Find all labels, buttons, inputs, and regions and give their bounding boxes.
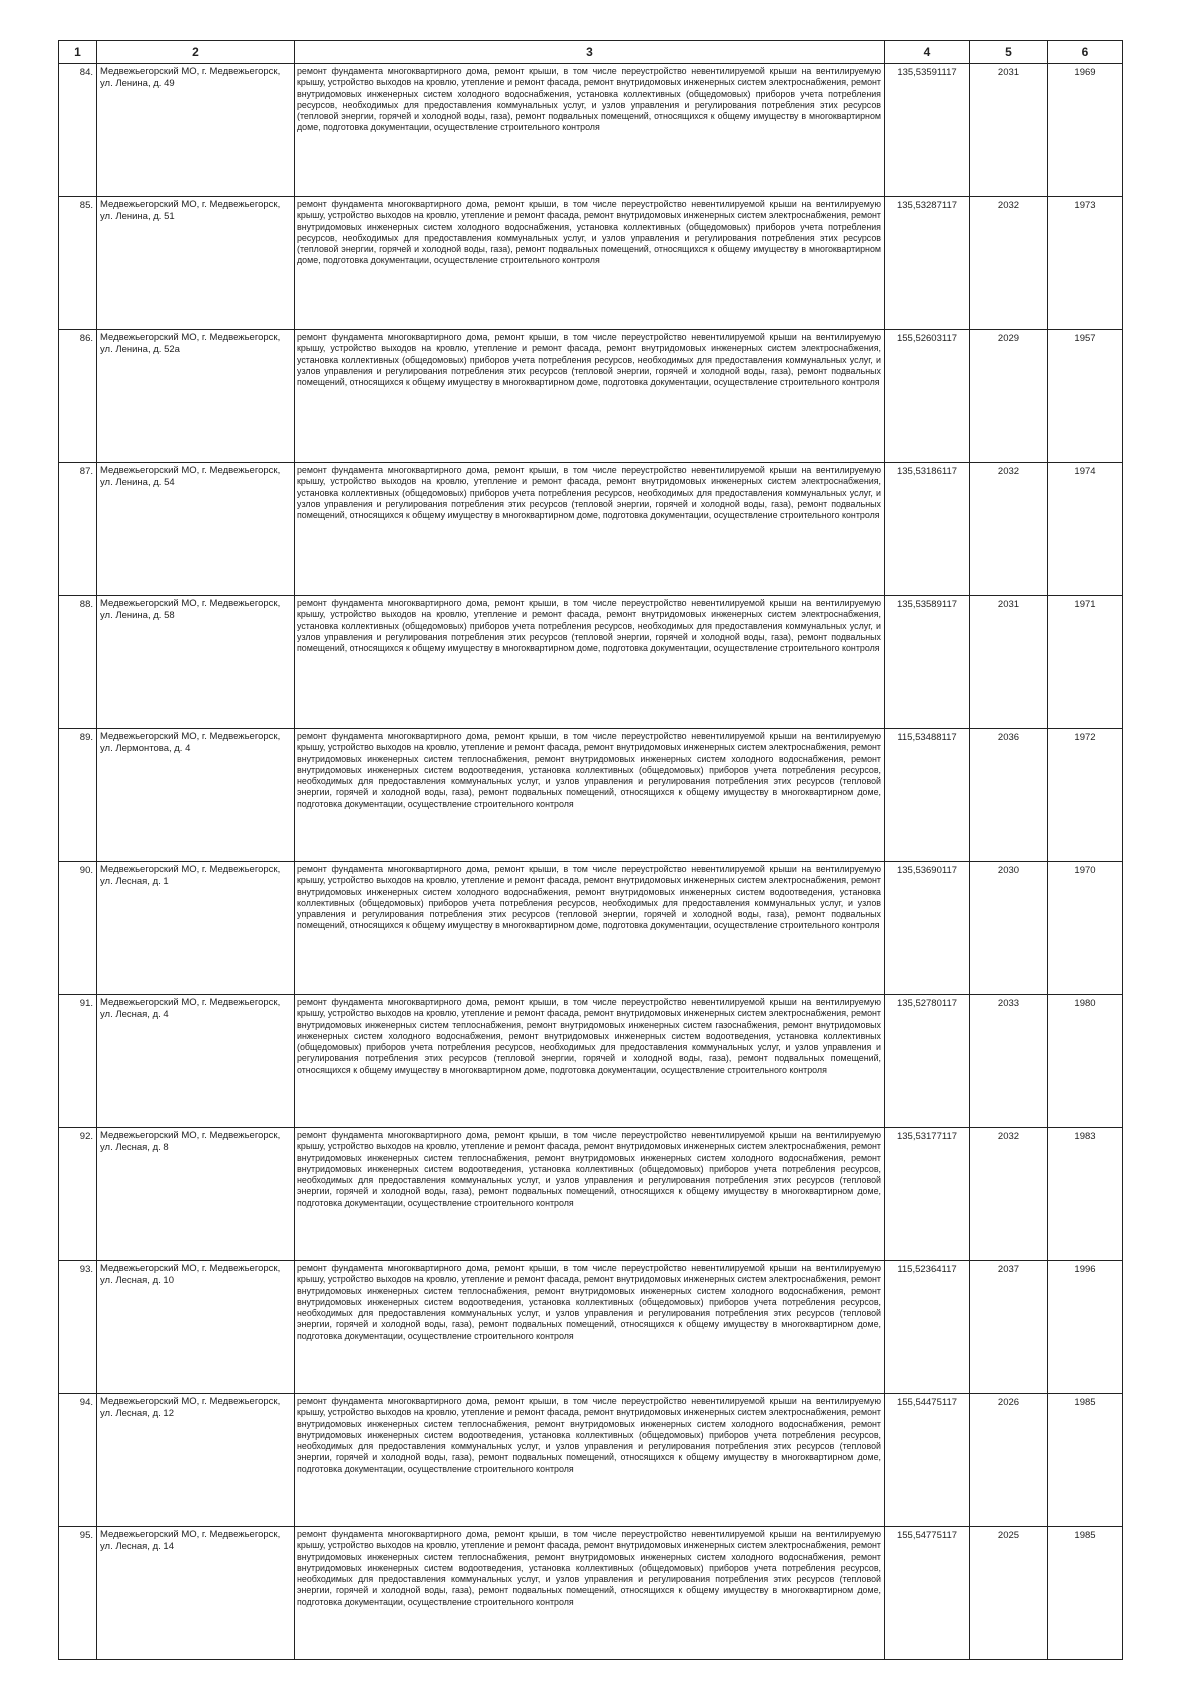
repair-works-list: ремонт фундамента многоквартирного дома, ремонт крыши, в том числе переустройство невентилируемой крыши на вентилируемую крышу, устройство выходов на кровлю, утепление и ремонт фасада, ремонт внутридомовых инженерных систем электроснабжения, ремонт внутридомовых инженерных систем холодного водоснабжения, установка коллективных (общедомовых) приборов учета потребления ресурсов, необходимых для предоставления коммунальных услуг, и узлов управления и регулирования потребления этих ресурсов (тепловой энергии, горячей и холодной воды, газа), ремонт подвальных помещений, относящихся к общему имуществу в многоквартирном доме, подготовка документации, осуществление строительного контроля [295,64,885,197]
table-row [59,1128,1123,1261]
planned-year: 2030 [970,862,1048,995]
table-row [59,64,1123,197]
table-body [59,64,1123,1660]
repair-works-list: ремонт фундамента многоквартирного дома, ремонт крыши, в том числе переустройство невентилируемой крыши на вентилируемую крышу, устройство выходов на кровлю, утепление и ремонт фасада, ремонт внутридомовых инженерных систем электроснабжения, установка коллективных (общедомовых) приборов учета потребления ресурсов, необходимых для предоставления коммунальных услуг, и узлов управления и регулирования потребления этих ресурсов (тепловой энергии, горячей и холодной воды, газа), ремонт подвальных помещений, относящихся к общему имуществу в многоквартирном доме, подготовка документации, осуществление строительного контроля [295,330,885,463]
table-row [59,1261,1123,1394]
repair-works-list: ремонт фундамента многоквартирного дома, ремонт крыши, в том числе переустройство невентилируемой крыши на вентилируемую крышу, устройство выходов на кровлю, утепление и ремонт фасада, ремонт внутридомовых инженерных систем электроснабжения, ремонт внутридомовых инженерных систем холодного водоснабжения, установка коллективных (общедомовых) приборов учета потребления ресурсов, необходимых для предоставления коммунальных услуг, и узлов управления и регулирования потребления этих ресурсов (тепловой энергии, горячей и холодной воды, газа), ремонт подвальных помещений, относящихся к общему имуществу в многоквартирном доме, подготовка документации, осуществление строительного контроля [295,197,885,330]
building-address: Медвежьегорский МО, г. Медвежьегорск, ул. Лермонтова, д. 4 [97,729,295,862]
cost-value: 135,52780117 [885,995,970,1128]
cost-value: 135,53287117 [885,197,970,330]
table-row [59,463,1123,596]
construction-year: 1985 [1048,1394,1123,1527]
table-row [59,1527,1123,1660]
construction-year: 1985 [1048,1527,1123,1660]
construction-year: 1983 [1048,1128,1123,1261]
column-header-5: 5 [970,41,1048,64]
construction-year: 1970 [1048,862,1123,995]
row-number: 91. [59,995,97,1128]
column-header-2: 2 [97,41,295,64]
construction-year: 1973 [1048,197,1123,330]
row-number: 89. [59,729,97,862]
planned-year: 2032 [970,197,1048,330]
construction-year: 1957 [1048,330,1123,463]
cost-value: 155,54775117 [885,1527,970,1660]
cost-value: 155,52603117 [885,330,970,463]
cost-value: 135,53589117 [885,596,970,729]
building-address: Медвежьегорский МО, г. Медвежьегорск, ул. Лесная, д. 8 [97,1128,295,1261]
planned-year: 2036 [970,729,1048,862]
row-number: 84. [59,64,97,197]
repair-program-table [58,40,1123,1660]
row-number: 95. [59,1527,97,1660]
cost-value: 135,53177117 [885,1128,970,1261]
cost-value: 135,53186117 [885,463,970,596]
row-number: 92. [59,1128,97,1261]
building-address: Медвежьегорский МО, г. Медвежьегорск, ул. Лесная, д. 1 [97,862,295,995]
column-number-row [59,41,1123,64]
row-number: 87. [59,463,97,596]
repair-works-list: ремонт фундамента многоквартирного дома, ремонт крыши, в том числе переустройство невентилируемой крыши на вентилируемую крышу, устройство выходов на кровлю, утепление и ремонт фасада, ремонт внутридомовых инженерных систем электроснабжения, ремонт внутридомовых инженерных систем теплоснабжения, ремонт внутридомовых инженерных систем холодного водоснабжения, ремонт внутридомовых инженерных систем водоотведения, установка коллективных (общедомовых) приборов учета потребления ресурсов, необходимых для предоставления коммунальных услуг, и узлов управления и регулирования потребления этих ресурсов (тепловой энергии, горячей и холодной воды, газа), ремонт подвальных помещений, относящихся к общему имуществу в многоквартирном доме, подготовка документации, осуществление строительного контроля [295,1128,885,1261]
cost-value: 115,52364117 [885,1261,970,1394]
planned-year: 2033 [970,995,1048,1128]
building-address: Медвежьегорский МО, г. Медвежьегорск, ул. Ленина, д. 52а [97,330,295,463]
cost-value: 135,53591117 [885,64,970,197]
planned-year: 2025 [970,1527,1048,1660]
planned-year: 2031 [970,64,1048,197]
building-address: Медвежьегорский МО, г. Медвежьегорск, ул. Лесная, д. 10 [97,1261,295,1394]
table-row [59,596,1123,729]
construction-year: 1972 [1048,729,1123,862]
building-address: Медвежьегорский МО, г. Медвежьегорск, ул. Ленина, д. 51 [97,197,295,330]
table-row [59,197,1123,330]
column-header-4: 4 [885,41,970,64]
table-row [59,729,1123,862]
table-row [59,862,1123,995]
table-row [59,995,1123,1128]
repair-works-list: ремонт фундамента многоквартирного дома, ремонт крыши, в том числе переустройство невентилируемой крыши на вентилируемую крышу, устройство выходов на кровлю, утепление и ремонт фасада, ремонт внутридомовых инженерных систем электроснабжения, ремонт внутридомовых инженерных систем теплоснабжения, ремонт внутридомовых инженерных систем холодного водоснабжения, ремонт внутридомовых инженерных систем водоотведения, установка коллективных (общедомовых) приборов учета потребления ресурсов, необходимых для предоставления коммунальных услуг, и узлов управления и регулирования потребления этих ресурсов (тепловой энергии, горячей и холодной воды, газа), ремонт подвальных помещений, относящихся к общему имуществу в многоквартирном доме, подготовка документации, осуществление строительного контроля [295,1394,885,1527]
planned-year: 2032 [970,463,1048,596]
row-number: 94. [59,1394,97,1527]
planned-year: 2032 [970,1128,1048,1261]
row-number: 85. [59,197,97,330]
building-address: Медвежьегорский МО, г. Медвежьегорск, ул. Лесная, д. 4 [97,995,295,1128]
construction-year: 1969 [1048,64,1123,197]
repair-works-list: ремонт фундамента многоквартирного дома, ремонт крыши, в том числе переустройство невентилируемой крыши на вентилируемую крышу, устройство выходов на кровлю, утепление и ремонт фасада, ремонт внутридомовых инженерных систем электроснабжения, ремонт внутридомовых инженерных систем теплоснабжения, ремонт внутридомовых инженерных систем газоснабжения, ремонт внутридомовых инженерных систем холодного водоснабжения, ремонт внутридомовых инженерных систем водоотведения, установка коллективных (общедомовых) приборов учета потребления ресурсов, необходимых для предоставления коммунальных услуг, и узлов управления и регулирования потребления этих ресурсов (тепловой энергии, горячей и холодной воды, газа), ремонт подвальных помещений, относящихся к общему имуществу в многоквартирном доме, подготовка документации, осуществление строительного контроля [295,995,885,1128]
cost-value: 115,53488117 [885,729,970,862]
building-address: Медвежьегорский МО, г. Медвежьегорск, ул. Ленина, д. 58 [97,596,295,729]
repair-works-list: ремонт фундамента многоквартирного дома, ремонт крыши, в том числе переустройство невентилируемой крыши на вентилируемую крышу, устройство выходов на кровлю, утепление и ремонт фасада, ремонт внутридомовых инженерных систем электроснабжения, ремонт внутридомовых инженерных систем теплоснабжения, ремонт внутридомовых инженерных систем холодного водоснабжения, ремонт внутридомовых инженерных систем водоотведения, установка коллективных (общедомовых) приборов учета потребления ресурсов, необходимых для предоставления коммунальных услуг, и узлов управления и регулирования потребления этих ресурсов (тепловой энергии, горячей и холодной воды, газа), ремонт подвальных помещений, относящихся к общему имуществу в многоквартирном доме, подготовка документации, осуществление строительного контроля [295,1261,885,1394]
column-header-6: 6 [1048,41,1123,64]
table-row [59,330,1123,463]
cost-value: 135,53690117 [885,862,970,995]
row-number: 88. [59,596,97,729]
row-number: 93. [59,1261,97,1394]
building-address: Медвежьегорский МО, г. Медвежьегорск, ул. Лесная, д. 12 [97,1394,295,1527]
planned-year: 2031 [970,596,1048,729]
repair-works-list: ремонт фундамента многоквартирного дома, ремонт крыши, в том числе переустройство невентилируемой крыши на вентилируемую крышу, устройство выходов на кровлю, утепление и ремонт фасада, ремонт внутридомовых инженерных систем электроснабжения, установка коллективных (общедомовых) приборов учета потребления ресурсов, необходимых для предоставления коммунальных услуг, и узлов управления и регулирования потребления этих ресурсов (тепловой энергии, горячей и холодной воды, газа), ремонт подвальных помещений, относящихся к общему имуществу в многоквартирном доме, подготовка документации, осуществление строительного контроля [295,596,885,729]
planned-year: 2029 [970,330,1048,463]
repair-works-list: ремонт фундамента многоквартирного дома, ремонт крыши, в том числе переустройство невентилируемой крыши на вентилируемую крышу, устройство выходов на кровлю, утепление и ремонт фасада, ремонт внутридомовых инженерных систем электроснабжения, ремонт внутридомовых инженерных систем холодного водоснабжения, ремонт внутридомовых инженерных систем водоотведения, установка коллективных (общедомовых) приборов учета потребления ресурсов, необходимых для предоставления коммунальных услуг, и узлов управления и регулирования потребления этих ресурсов (тепловой энергии, горячей и холодной воды, газа), ремонт подвальных помещений, относящихся к общему имуществу в многоквартирном доме, подготовка документации, осуществление строительного контроля [295,862,885,995]
planned-year: 2037 [970,1261,1048,1394]
building-address: Медвежьегорский МО, г. Медвежьегорск, ул. Ленина, д. 49 [97,64,295,197]
building-address: Медвежьегорский МО, г. Медвежьегорск, ул. Ленина, д. 54 [97,463,295,596]
construction-year: 1996 [1048,1261,1123,1394]
repair-works-list: ремонт фундамента многоквартирного дома, ремонт крыши, в том числе переустройство невентилируемой крыши на вентилируемую крышу, устройство выходов на кровлю, утепление и ремонт фасада, ремонт внутридомовых инженерных систем электроснабжения, ремонт внутридомовых инженерных систем теплоснабжения, ремонт внутридомовых инженерных систем холодного водоснабжения, ремонт внутридомовых инженерных систем водоотведения, установка коллективных (общедомовых) приборов учета потребления ресурсов, необходимых для предоставления коммунальных услуг, и узлов управления и регулирования потребления этих ресурсов (тепловой энергии, горячей и холодной воды, газа), ремонт подвальных помещений, относящихся к общему имуществу в многоквартирном доме, подготовка документации, осуществление строительного контроля [295,1527,885,1660]
column-header-3: 3 [295,41,885,64]
construction-year: 1971 [1048,596,1123,729]
planned-year: 2026 [970,1394,1048,1527]
cost-value: 155,54475117 [885,1394,970,1527]
repair-works-list: ремонт фундамента многоквартирного дома, ремонт крыши, в том числе переустройство невентилируемой крыши на вентилируемую крышу, устройство выходов на кровлю, утепление и ремонт фасада, ремонт внутридомовых инженерных систем электроснабжения, установка коллективных (общедомовых) приборов учета потребления ресурсов, необходимых для предоставления коммунальных услуг, и узлов управления и регулирования потребления этих ресурсов (тепловой энергии, горячей и холодной воды, газа), ремонт подвальных помещений, относящихся к общему имуществу в многоквартирном доме, подготовка документации, осуществление строительного контроля [295,463,885,596]
building-address: Медвежьегорский МО, г. Медвежьегорск, ул. Лесная, д. 14 [97,1527,295,1660]
construction-year: 1980 [1048,995,1123,1128]
column-header-1: 1 [59,41,97,64]
table-row [59,1394,1123,1527]
row-number: 86. [59,330,97,463]
construction-year: 1974 [1048,463,1123,596]
repair-works-list: ремонт фундамента многоквартирного дома, ремонт крыши, в том числе переустройство невентилируемой крыши на вентилируемую крышу, устройство выходов на кровлю, утепление и ремонт фасада, ремонт внутридомовых инженерных систем электроснабжения, ремонт внутридомовых инженерных систем теплоснабжения, ремонт внутридомовых инженерных систем холодного водоснабжения, ремонт внутридомовых инженерных систем водоотведения, установка коллективных (общедомовых) приборов учета потребления ресурсов, необходимых для предоставления коммунальных услуг, и узлов управления и регулирования потребления этих ресурсов (тепловой энергии, горячей и холодной воды, газа), ремонт подвальных помещений, относящихся к общему имуществу в многоквартирном доме, подготовка документации, осуществление строительного контроля [295,729,885,862]
row-number: 90. [59,862,97,995]
